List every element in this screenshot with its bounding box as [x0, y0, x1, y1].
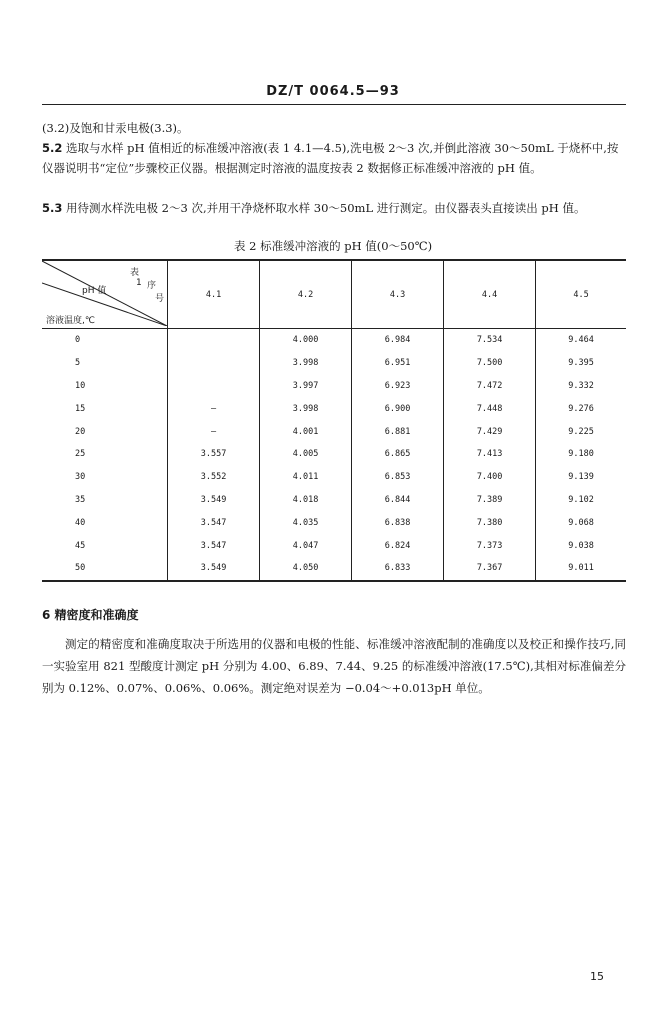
temperature-cell: 45	[75, 540, 86, 551]
temperature-cell: 5	[75, 358, 81, 369]
temperature-cell: 30	[75, 472, 86, 483]
ph-value-cell: 6.881	[352, 420, 444, 443]
corner-label-biao: 表	[130, 268, 140, 278]
ph-value-cell: 7.400	[444, 466, 536, 489]
ph-value-cell: 3.549	[168, 557, 260, 581]
ph-value-cell: 3.997	[260, 375, 352, 398]
ph-value-cell: 9.395	[536, 352, 626, 375]
column-header: 4.2	[260, 260, 352, 329]
paragraph-5-3	[42, 198, 626, 218]
column-header: 4.3	[352, 260, 444, 329]
ph-value-cell: 9.180	[536, 443, 626, 466]
ph-value-cell: 7.472	[444, 375, 536, 398]
column-header: 4.5	[536, 260, 626, 329]
ph-value-cell: 9.011	[536, 557, 626, 581]
header-rule	[42, 104, 626, 105]
ph-value-cell: 9.139	[536, 466, 626, 489]
ph-value-cell: 9.464	[536, 329, 626, 352]
corner-label-hao: 号	[155, 294, 165, 304]
table-row	[42, 420, 626, 443]
ph-value-cell: 3.998	[260, 397, 352, 420]
temperature-cell: 15	[75, 403, 86, 414]
temperature-cell: 25	[75, 449, 86, 460]
ph-buffer-table	[42, 259, 626, 582]
ph-value-cell: 6.951	[352, 352, 444, 375]
table-row	[42, 375, 626, 398]
ph-value-cell: 3.557	[168, 443, 260, 466]
ph-value-cell: 3.552	[168, 466, 260, 489]
ph-value-cell: 9.276	[536, 397, 626, 420]
ph-value-cell: 9.038	[536, 534, 626, 557]
paragraph-5-2	[42, 138, 626, 178]
table-row	[42, 511, 626, 534]
temperature-cell: 50	[75, 563, 86, 574]
ph-value-cell: 4.050	[260, 557, 352, 581]
ph-value-cell: 3.547	[168, 511, 260, 534]
ph-value-cell: 3.547	[168, 534, 260, 557]
table-row	[42, 397, 626, 420]
table-row	[42, 466, 626, 489]
ph-value-cell: 4.000	[260, 329, 352, 352]
clause-number-5-3: 5.3	[42, 201, 63, 215]
paragraph-electrodes: (3.2)及饱和甘汞电极(3.3)。	[42, 121, 189, 135]
table-row	[42, 557, 626, 581]
ph-value-cell: 7.367	[444, 557, 536, 581]
ph-value-cell: —	[168, 397, 260, 420]
ph-value-cell: 9.102	[536, 489, 626, 512]
clause-text-5-3: 用待测水样洗电极 2～3 次,并用干净烧杯取水样 30～50mL 进行测定。由仪器表头直接读出 pH 值。	[66, 201, 586, 215]
ph-value-cell: 7.448	[444, 397, 536, 420]
ph-value-cell: 4.018	[260, 489, 352, 512]
ph-value-cell	[168, 329, 260, 352]
ph-value-cell: 4.005	[260, 443, 352, 466]
temperature-cell: 10	[75, 380, 86, 391]
section-6-paragraph: 测定的精密度和准确度取决于所选用的仪器和电极的性能、标准缓冲溶液配制的准确度以及校正和操作技巧,同一实验室用 821 型酸度计测定 pH 分别为 4.00、6.89、7.44、9.25 的标准缓冲溶液(17.5℃),其相对标准偏差分别为 0.12%、0.07%、0.06%、0.06%。测定绝对误差为 −0.04～+0.013pH 单位。	[42, 637, 626, 695]
document-code-header: DZ/T 0064.5—93	[266, 84, 400, 99]
ph-value-cell: 4.011	[260, 466, 352, 489]
ph-value-cell: 3.549	[168, 489, 260, 512]
ph-value-cell: 6.838	[352, 511, 444, 534]
table-body	[42, 329, 626, 581]
clause-number-5-2: 5.2	[42, 141, 63, 155]
ph-value-cell: 6.923	[352, 375, 444, 398]
ph-value-cell: 7.413	[444, 443, 536, 466]
table-row	[42, 329, 626, 352]
ph-value-cell: 4.001	[260, 420, 352, 443]
ph-value-cell: 9.068	[536, 511, 626, 534]
table-row	[42, 489, 626, 512]
ph-value-cell: 6.900	[352, 397, 444, 420]
ph-value-cell: 6.853	[352, 466, 444, 489]
ph-value-cell: 4.047	[260, 534, 352, 557]
ph-value-cell: 6.824	[352, 534, 444, 557]
temperature-cell: 20	[75, 426, 86, 437]
ph-value-cell: 7.373	[444, 534, 536, 557]
ph-value-cell: 6.984	[352, 329, 444, 352]
ph-value-cell: 6.865	[352, 443, 444, 466]
table-2-title: 表 2 标准缓冲溶液的 pH 值(0～50℃)	[233, 239, 433, 253]
column-header: 4.4	[444, 260, 536, 329]
temperature-cell: 0	[75, 335, 81, 346]
corner-label-one: 1	[136, 278, 142, 288]
temperature-cell: 40	[75, 517, 86, 528]
ph-value-cell: 9.332	[536, 375, 626, 398]
ph-value-cell: 6.844	[352, 489, 444, 512]
page-number: 15	[590, 970, 604, 983]
corner-label-xu: 序	[147, 281, 157, 291]
ph-value-cell	[168, 352, 260, 375]
ph-value-cell	[168, 375, 260, 398]
table-row	[42, 352, 626, 375]
ph-value-cell: 7.500	[444, 352, 536, 375]
ph-value-cell: —	[168, 420, 260, 443]
table-row	[42, 443, 626, 466]
ph-value-cell: 7.534	[444, 329, 536, 352]
clause-text-5-2: 选取与水样 pH 值相近的标准缓冲溶液(表 1 4.1—4.5),洗电极 2～3 次,并倒此溶液 30～50mL 于烧杯中,按仪器说明书“定位”步骤校正仪器。根据测定时溶液的温度按表 2 数据修正标准缓冲溶液的 pH 值。	[42, 141, 619, 175]
ph-value-cell: 9.225	[536, 420, 626, 443]
section-6-heading: 6 精密度和准确度	[42, 608, 139, 622]
ph-value-cell: 7.389	[444, 489, 536, 512]
corner-label-temperature: 溶液温度,℃	[46, 316, 95, 326]
table-row	[42, 534, 626, 557]
ph-value-cell: 7.429	[444, 420, 536, 443]
column-header: 4.1	[168, 260, 260, 329]
ph-value-cell: 3.998	[260, 352, 352, 375]
ph-value-cell: 7.380	[444, 511, 536, 534]
ph-value-cell: 6.833	[352, 557, 444, 581]
corner-label-ph: pH 值	[82, 286, 107, 296]
ph-value-cell: 4.035	[260, 511, 352, 534]
temperature-cell: 35	[75, 494, 86, 505]
table-corner-header	[42, 260, 168, 329]
